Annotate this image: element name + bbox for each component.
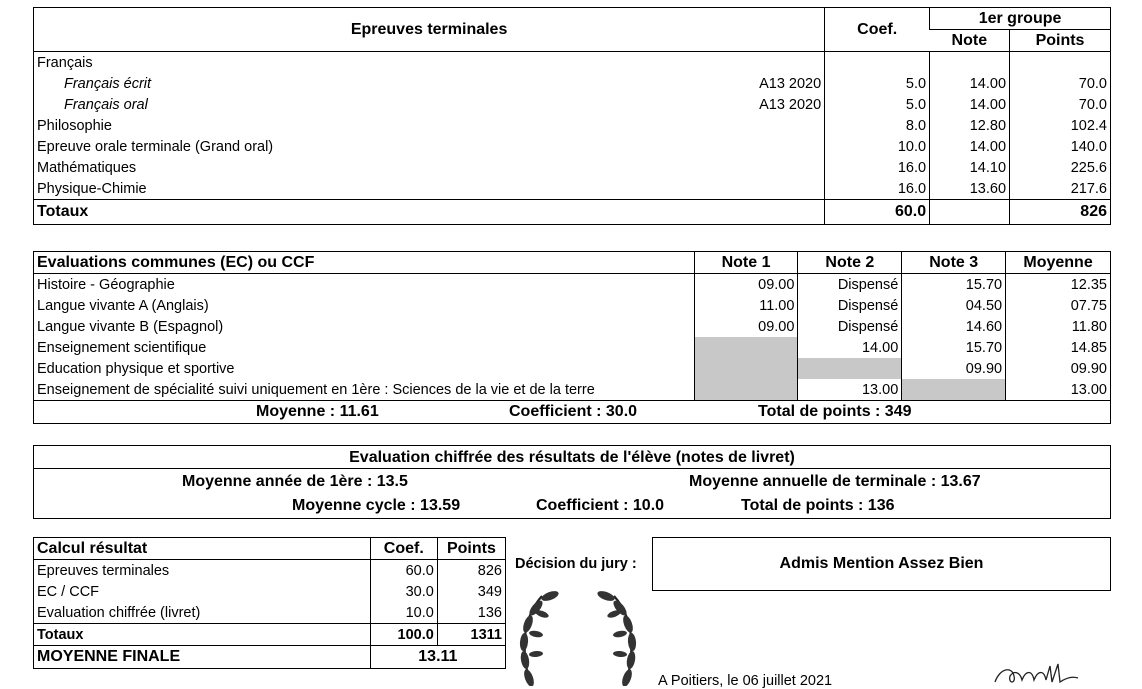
ec-n3-cell: 04.50 (902, 295, 1006, 316)
moyenne-finale-label: MOYENNE FINALE (34, 646, 371, 669)
ec-empty-cell (694, 337, 798, 358)
subject-label: Français écrit (64, 75, 152, 92)
ec-n2-cell: 13.00 (798, 379, 902, 401)
calcul-coef: 60.0 (370, 560, 437, 582)
jury-label: Décision du jury : (515, 556, 637, 572)
ec-subject-label: Histoire - Géographie (37, 276, 175, 293)
calcul-totals-points: 1311 (437, 624, 505, 646)
laurel-wreath-icon (512, 586, 644, 686)
ec-subject-label: Langue vivante A (Anglais) (37, 297, 209, 314)
calcul-points: 136 (437, 602, 505, 624)
ec-subject-label: Enseignement scientifique (37, 339, 207, 356)
table-row (34, 337, 1111, 358)
coef-cell: 5.0 (825, 94, 930, 115)
livret-moyenne-cycle: Moyenne cycle : 13.59 (292, 497, 461, 514)
calcul-points: 826 (437, 560, 505, 582)
ec-coefficient: Coefficient : 30.0 (509, 403, 638, 420)
calcul-title: Calcul résultat (34, 538, 371, 560)
note-cell: 14.00 (930, 94, 1010, 115)
subject-label: Epreuve orale terminale (Grand oral) (37, 138, 274, 155)
table-row (34, 316, 1111, 337)
terminales-coef-header: Coef. (825, 8, 930, 52)
terminales-totals-points: 826 (1010, 200, 1111, 225)
table-row (34, 94, 1111, 115)
signature-icon (990, 660, 1110, 686)
ec-empty-cell (694, 358, 798, 379)
ec-moyenne-cell: 09.90 (1006, 358, 1111, 379)
points-cell: 225.6 (1010, 157, 1111, 178)
table-row (34, 73, 1111, 94)
ec-moyenne-cell: 07.75 (1006, 295, 1111, 316)
calcul-label: EC / CCF (37, 583, 100, 600)
subject-cell (34, 115, 825, 136)
calcul-coef-header: Coef. (370, 538, 437, 560)
table-row (34, 560, 506, 582)
livret-moyenne-1ere: Moyenne année de 1ère : 13.5 (182, 473, 408, 490)
calcul-points-header: Points (437, 538, 505, 560)
calcul-label: Epreuves terminales (37, 562, 170, 579)
ec-n3-cell: 09.90 (902, 358, 1006, 379)
ec-n2-cell: 14.00 (798, 337, 902, 358)
subject-cell (34, 73, 825, 94)
ec-empty-cell (798, 358, 902, 379)
calcul-label: Evaluation chiffrée (livret) (37, 604, 201, 621)
ec-moyenne-cell: 12.35 (1006, 274, 1111, 296)
note-cell: 12.80 (930, 115, 1010, 136)
note-cell (930, 52, 1010, 74)
subject-cell (34, 94, 825, 115)
ec-n2-cell: Dispensé (798, 316, 902, 337)
ec-total-points: Total de points : 349 (758, 403, 912, 420)
subject-label: Philosophie (37, 117, 112, 134)
coef-cell: 8.0 (825, 115, 930, 136)
ec-moyenne-header: Moyenne (1006, 252, 1111, 274)
ec-n1-cell: 11.00 (694, 295, 798, 316)
table-row (34, 358, 1111, 379)
ec-empty-cell (694, 379, 798, 401)
table-row (34, 602, 506, 624)
points-cell: 70.0 (1010, 73, 1111, 94)
table-row (34, 379, 1111, 401)
ec-n1-cell: 09.00 (694, 316, 798, 337)
subject-label: Physique-Chimie (37, 180, 147, 197)
ec-n2-cell: Dispensé (798, 295, 902, 316)
livret-title: Evaluation chiffrée des résultats de l'élève (notes de livret) (34, 446, 1110, 469)
ec-n2-cell: Dispensé (798, 274, 902, 296)
ec-n1-cell: 09.00 (694, 274, 798, 296)
subject-cell (34, 157, 825, 178)
note-cell: 14.00 (930, 73, 1010, 94)
ec-moyenne: Moyenne : 11.61 (256, 403, 379, 420)
subject-cell (34, 52, 825, 74)
calcul-points: 349 (437, 581, 505, 602)
subject-cell (34, 136, 825, 157)
subject-label: Mathématiques (37, 159, 137, 176)
ec-subject-label: Langue vivante B (Espagnol) (37, 318, 224, 335)
note-header: Note (930, 30, 1010, 52)
livret-evaluation-box (33, 445, 1111, 519)
ec-moyenne-cell: 11.80 (1006, 316, 1111, 337)
subject-cell (34, 178, 825, 200)
ec-n3-cell: 14.60 (902, 316, 1006, 337)
calcul-resultat-table (33, 537, 506, 669)
livret-moyenne-terminale: Moyenne annuelle de terminale : 13.67 (689, 473, 981, 490)
note-cell: 14.00 (930, 136, 1010, 157)
points-cell: 102.4 (1010, 115, 1111, 136)
table-row (34, 157, 1111, 178)
ec-title: Evaluations communes (EC) ou CCF (34, 252, 695, 274)
evaluations-communes-table (33, 251, 1111, 424)
ec-moyenne-cell: 13.00 (1006, 379, 1111, 401)
ec-note2-header: Note 2 (798, 252, 902, 274)
ec-note3-header: Note 3 (902, 252, 1006, 274)
table-row (34, 52, 1111, 74)
subject-label: Français (37, 54, 93, 71)
calcul-totals-coef: 100.0 (370, 624, 437, 646)
coef-cell (825, 52, 930, 74)
livret-total-points: Total de points : 136 (741, 497, 895, 514)
jury-decision-box (652, 537, 1111, 591)
table-row (34, 178, 1111, 200)
place-date: A Poitiers, le 06 juillet 2021 (658, 673, 833, 689)
ec-subject-label: Enseignement de spécialité suivi uniquement en 1ère : Sciences de la vie et de la terre (37, 381, 595, 398)
session-label: A13 2020 (759, 96, 822, 113)
coef-cell: 16.0 (825, 178, 930, 200)
table-row (34, 115, 1111, 136)
coef-cell: 16.0 (825, 157, 930, 178)
table-row (34, 274, 1111, 296)
session-label: A13 2020 (759, 75, 822, 92)
calcul-coef: 30.0 (370, 581, 437, 602)
points-header: Points (1010, 30, 1111, 52)
calcul-coef: 10.0 (370, 602, 437, 624)
calcul-totals-label: Totaux (34, 624, 371, 646)
livret-coefficient: Coefficient : 10.0 (536, 497, 665, 514)
table-row (34, 581, 506, 602)
coef-cell: 5.0 (825, 73, 930, 94)
jury-decision: Admis Mention Assez Bien (779, 555, 984, 572)
points-cell: 217.6 (1010, 178, 1111, 200)
terminales-totals-coef: 60.0 (825, 200, 930, 225)
points-cell: 140.0 (1010, 136, 1111, 157)
table-row (34, 136, 1111, 157)
points-cell: 70.0 (1010, 94, 1111, 115)
ec-moyenne-cell: 14.85 (1006, 337, 1111, 358)
note-cell: 13.60 (930, 178, 1010, 200)
groupe-header: 1er groupe (930, 8, 1111, 30)
epreuves-terminales-table (33, 7, 1111, 225)
ec-note1-header: Note 1 (694, 252, 798, 274)
coef-cell: 10.0 (825, 136, 930, 157)
ec-n3-cell: 15.70 (902, 274, 1006, 296)
table-row (34, 295, 1111, 316)
ec-n3-cell: 15.70 (902, 337, 1006, 358)
terminales-title: Epreuves terminales (34, 8, 825, 52)
terminales-totals-label: Totaux (34, 200, 825, 225)
subject-label: Français oral (64, 96, 148, 113)
moyenne-finale-value: 13.11 (370, 646, 505, 669)
note-cell: 14.10 (930, 157, 1010, 178)
points-cell (1010, 52, 1111, 74)
ec-empty-cell (902, 379, 1006, 401)
ec-subject-label: Education physique et sportive (37, 360, 235, 377)
